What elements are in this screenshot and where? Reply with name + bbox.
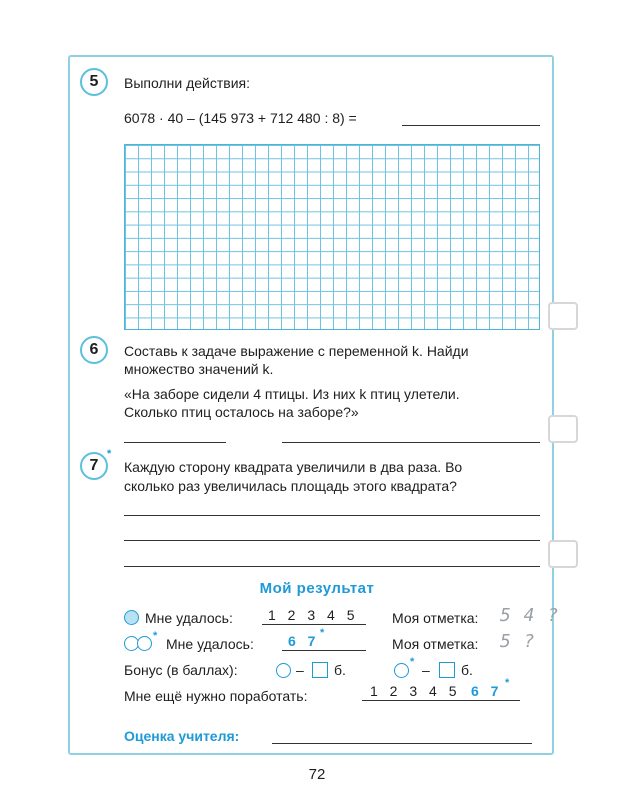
row1-label: Мне удалось: (145, 610, 233, 626)
row1-grade-handwritten: 5 4 ? (500, 605, 560, 626)
task6-quote2: Сколько птиц осталось на заборе?» (124, 404, 359, 420)
task6-line2: множество значений k. (124, 361, 274, 377)
row2-label: Мне удалось: (166, 636, 254, 652)
task7-star-icon: * (107, 448, 112, 460)
page-number: 72 (308, 766, 326, 783)
task-number-5: 5 (80, 68, 108, 96)
bonus-star-dash: – (422, 662, 430, 678)
row2-scale: 6 7 (288, 633, 320, 649)
work-scale-star-icon: * (505, 677, 510, 689)
bonus-star-points-box[interactable] (439, 662, 455, 678)
task5-expression: 6078 · 40 – (145 973 + 712 480 : 8) = (124, 110, 357, 126)
row2-scale-star-icon: * (320, 627, 325, 639)
level-circle-icon (124, 610, 139, 625)
work-scale-black: 1 2 3 4 5 (370, 683, 461, 699)
row1-grade-label: Моя отметка: (392, 610, 479, 626)
task7-line2: сколько раз увеличилась площадь этого квадрата? (124, 478, 457, 494)
task-number-7: 7 (80, 452, 108, 480)
self-check-box-6[interactable] (548, 415, 578, 443)
row1-scale: 1 2 3 4 5 (268, 607, 359, 623)
row2-scale-line (282, 650, 366, 651)
task6-line1: Составь к задаче выражение с переменной k. Найди (124, 343, 469, 359)
work-scale-line (362, 700, 520, 701)
work-scale-blue: 6 7 (471, 683, 503, 699)
bonus-points-box[interactable] (312, 662, 328, 678)
task5-instruction: Выполни действия: (124, 75, 250, 91)
bonus-circle-icon (276, 663, 291, 678)
task7-answer-line-2[interactable] (124, 540, 540, 541)
task-number-6: 6 (80, 336, 108, 364)
work-label: Мне ещё нужно поработать: (124, 688, 308, 704)
level-circle-icon (137, 636, 152, 651)
bonus-star-icon: * (410, 656, 415, 668)
bonus-label: Бонус (в баллах): (124, 662, 238, 678)
task7-answer-line-1[interactable] (124, 515, 540, 516)
self-check-box-7[interactable] (548, 540, 578, 568)
row2-grade-handwritten: 5 ? (500, 631, 536, 652)
bonus-star-unit: б. (461, 662, 473, 678)
bonus-unit: б. (334, 662, 346, 678)
task6-quote1: «На заборе сидели 4 птицы. Из них k птиц улетели. (124, 386, 460, 402)
task5-work-grid[interactable] (124, 144, 540, 330)
result-title: Мой результат (259, 580, 375, 597)
row2-grade-label: Моя отметка: (392, 636, 479, 652)
task7-answer-line-3[interactable] (124, 566, 540, 567)
row1-scale-line (262, 624, 366, 625)
bonus-dash: – (296, 662, 304, 678)
task5-answer-line[interactable] (402, 125, 540, 126)
teacher-grade-line[interactable] (272, 743, 532, 744)
task7-line1: Каждую сторону квадрата увеличили в два раза. Во (124, 459, 463, 475)
bonus-star-circle-icon (394, 663, 409, 678)
teacher-grade-label: Оценка учителя: (124, 728, 240, 744)
row2-star-icon: * (153, 630, 158, 642)
task6-expression-line[interactable] (124, 442, 226, 443)
task6-values-line[interactable] (282, 442, 540, 443)
self-check-box-5[interactable] (548, 302, 578, 330)
